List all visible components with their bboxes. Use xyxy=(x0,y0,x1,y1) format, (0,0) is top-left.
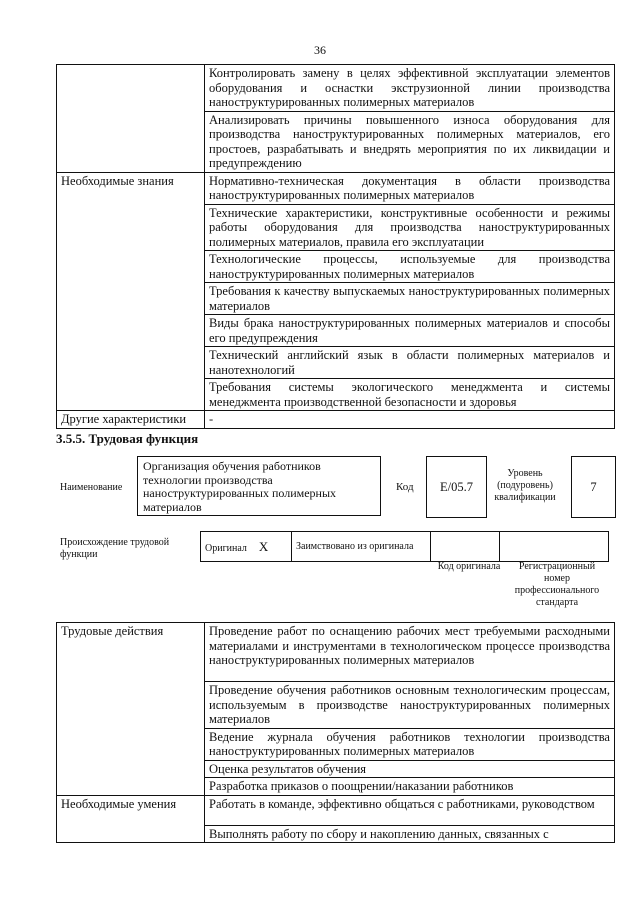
borrowed-cell: Заимствовано из оригинала xyxy=(292,532,431,562)
table-cell: Проведение обучения работников основным технологическим процессам, используемым в производстве наноструктурированных полимерных материалов xyxy=(205,682,615,729)
level-value-box: 7 xyxy=(571,456,616,518)
row-label-skills: Необходимые умения xyxy=(57,795,205,843)
table-row xyxy=(57,411,615,429)
table-cell: Разработка приказов о поощрении/наказании работников xyxy=(205,778,615,796)
reg-number-cell xyxy=(500,532,609,562)
row-label-actions: Трудовые действия xyxy=(57,623,205,796)
table-row xyxy=(57,65,615,112)
origin-label: Происхождение трудовой функции xyxy=(60,537,170,560)
table-cell: Технический английский язык в области полимерных материалов и нанотехнологий xyxy=(205,347,615,379)
table-cell: Технологические процессы, используемые для производства наноструктурированных полимерных материалов xyxy=(205,251,615,283)
origin-table xyxy=(200,531,609,562)
table-row xyxy=(57,172,615,204)
row-label xyxy=(57,65,205,173)
original-mark: X xyxy=(258,538,269,554)
table-cell: Работать в команде, эффективно общаться с работниками, руководством xyxy=(205,795,615,825)
original-cell xyxy=(201,532,292,562)
table-cell: Выполнять работу по сбору и накоплению данных, связанных с xyxy=(205,825,615,843)
skills-knowledge-table xyxy=(56,64,615,429)
original-label: Оригинал xyxy=(205,542,247,554)
origin-code-cell xyxy=(431,532,500,562)
table-cell: Технические характеристики, конструктивные особенности и режимы работы оборудования для производства наноструктурированных полимерных материалов, правила его эксплуатации xyxy=(205,204,615,251)
row-label-other: Другие характеристики xyxy=(57,411,205,429)
table-cell: Требования системы экологического менеджмента и системы менеджмента производственной безопасности и здоровья xyxy=(205,379,615,411)
table-cell: Требования к качеству выпускаемых наноструктурированных полимерных материалов xyxy=(205,283,615,315)
labor-actions-table xyxy=(56,622,615,843)
reg-number-label: Регистрационный номер профессионального стандарта xyxy=(514,561,600,608)
table-cell: Виды брака наноструктурированных полимерных материалов и способы его предупреждения xyxy=(205,315,615,347)
origin-code-label: Код оригинала xyxy=(437,561,501,572)
table-row xyxy=(57,795,615,825)
page-number: 36 xyxy=(314,43,326,57)
table-cell: Проведение работ по оснащению рабочих мест требуемыми расходными материалами и инструментами в технологическом процессе производства наноструктурированных полимерных материалов xyxy=(205,623,615,682)
table-cell: Контролировать замену в целях эффективной эксплуатации элементов оборудования и оснастки экструзионной линии производства наноструктурированных полимерных материалов xyxy=(205,65,615,112)
name-label: Наименование xyxy=(60,482,123,493)
table-cell: Нормативно-техническая документация в области производства наноструктурированных полимерных материалов xyxy=(205,172,615,204)
table-cell: Ведение журнала обучения работников технологии производства наноструктурированных полимерных материалов xyxy=(205,728,615,760)
code-value-box: E/05.7 xyxy=(426,456,487,518)
section-heading: 3.5.5. Трудовая функция xyxy=(56,431,199,446)
table-row xyxy=(57,623,615,682)
table-cell: Оценка результатов обучения xyxy=(205,760,615,778)
level-label: Уровень (подуровень) квалификации xyxy=(494,468,556,503)
table-cell: - xyxy=(205,411,615,429)
function-name-box: Организация обучения работников технологии производства наноструктурированных полимерных материалов xyxy=(137,456,381,516)
row-label-knowledge: Необходимые знания xyxy=(57,172,205,411)
code-label: Код xyxy=(396,481,414,493)
table-cell: Анализировать причины повышенного износа оборудования для производства наноструктурированных полимерных материалов, его простоев, разрабатывать и внедрять мероприятия по их ликвидации и предупреждению xyxy=(205,111,615,172)
